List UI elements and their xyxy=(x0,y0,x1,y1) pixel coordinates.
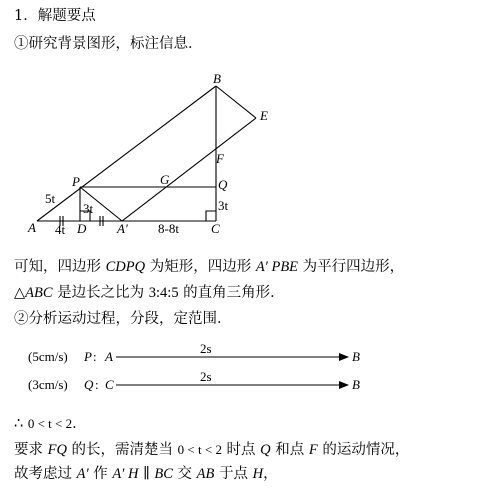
segment-a-prime-h: A′ H xyxy=(112,466,139,482)
segment-ape xyxy=(122,118,256,221)
parallel-symbol: ∥ xyxy=(138,466,155,482)
range-end: ． xyxy=(72,416,87,432)
req-text: 时点 xyxy=(221,442,261,458)
motion-q-time: 2s xyxy=(200,369,212,384)
point-q: Q xyxy=(260,442,271,458)
length-qc: 3t xyxy=(218,198,229,213)
consider-text: 交 xyxy=(172,466,197,482)
motion-p-label: P xyxy=(84,349,92,364)
label-g: G xyxy=(160,172,170,187)
therefore-symbol: ∴ xyxy=(14,416,24,432)
segment-fq: FQ xyxy=(47,442,67,458)
motion-p-colon: : xyxy=(93,349,97,364)
conclusion-text: 可知，四边形 xyxy=(14,259,106,275)
label-c: C xyxy=(211,221,220,236)
label-d: D xyxy=(77,221,87,236)
length-apc: 8-8t xyxy=(158,221,179,236)
motion-q-from: C xyxy=(105,377,114,392)
segment-ab-text: AB xyxy=(196,466,215,482)
req-text: 的运动情况， xyxy=(317,442,410,458)
length-pd: 3t xyxy=(83,201,94,216)
point-f: F xyxy=(308,442,318,458)
conclusion-line-2 xyxy=(14,283,285,303)
step-one-text: ①研究背景图形，标注信息． xyxy=(14,36,203,52)
motion-p-speed: (5cm/s) xyxy=(28,349,68,364)
consider-text: 故考虑过 xyxy=(14,466,77,482)
side-ratio: 3:4:5 xyxy=(148,285,179,301)
req-text: 的长，需清楚当 xyxy=(66,442,178,458)
range-line xyxy=(14,414,87,434)
req-text: 要求 xyxy=(14,442,48,458)
point-a-prime: A′ xyxy=(76,466,89,482)
consider-text: 于点 xyxy=(214,466,253,482)
label-a: A xyxy=(28,220,36,235)
consider-text: 作 xyxy=(88,466,113,482)
consider-line xyxy=(14,464,278,484)
motion-q-colon: : xyxy=(95,377,99,392)
label-a-prime: A′ xyxy=(117,221,128,236)
conclusion-text: 是边长之比为 xyxy=(52,285,149,301)
label-p: P xyxy=(72,174,80,189)
motion-p-time: 2s xyxy=(200,341,212,356)
motion-q-speed: (3cm/s) xyxy=(28,377,68,392)
triangle-abc: △ABC xyxy=(14,285,53,301)
point-h: H xyxy=(252,466,264,482)
section-heading: 1．解题要点 xyxy=(14,8,96,24)
label-f: F xyxy=(216,151,224,166)
label-e: E xyxy=(260,108,268,123)
motion-p-from: A xyxy=(105,349,113,364)
right-angle-c xyxy=(206,211,216,221)
step-two-text: ②分析运动过程，分段，定范围． xyxy=(14,311,232,327)
req-text: 和点 xyxy=(270,442,309,458)
motion-q-to: B xyxy=(352,377,360,392)
quad-apbe: A′ PBE xyxy=(255,259,299,275)
motion-diagram xyxy=(0,340,495,400)
motion-q-label: Q xyxy=(84,377,94,392)
requirement-line xyxy=(14,440,409,460)
conclusion-text: 的直角三角形． xyxy=(178,285,285,301)
conclusion-text: 为平行四边形， xyxy=(298,259,405,275)
time-condition: 0 < t < 2 xyxy=(177,442,222,457)
conclusion-line-1 xyxy=(14,257,404,277)
length-ap: 5t xyxy=(45,191,56,206)
quad-cdpq: CDPQ xyxy=(105,259,146,275)
segment-be xyxy=(216,86,256,118)
motion-p-to: B xyxy=(352,349,360,364)
time-range: 0 < t < 2 xyxy=(27,416,73,431)
length-ad: 4t xyxy=(55,222,66,237)
segment-bc-text: BC xyxy=(154,466,173,482)
conclusion-text: 为矩形，四边形 xyxy=(145,259,256,275)
label-q: Q xyxy=(218,177,228,192)
consider-text: ， xyxy=(263,466,278,482)
label-b: B xyxy=(213,71,221,86)
segment-ab xyxy=(37,86,216,221)
